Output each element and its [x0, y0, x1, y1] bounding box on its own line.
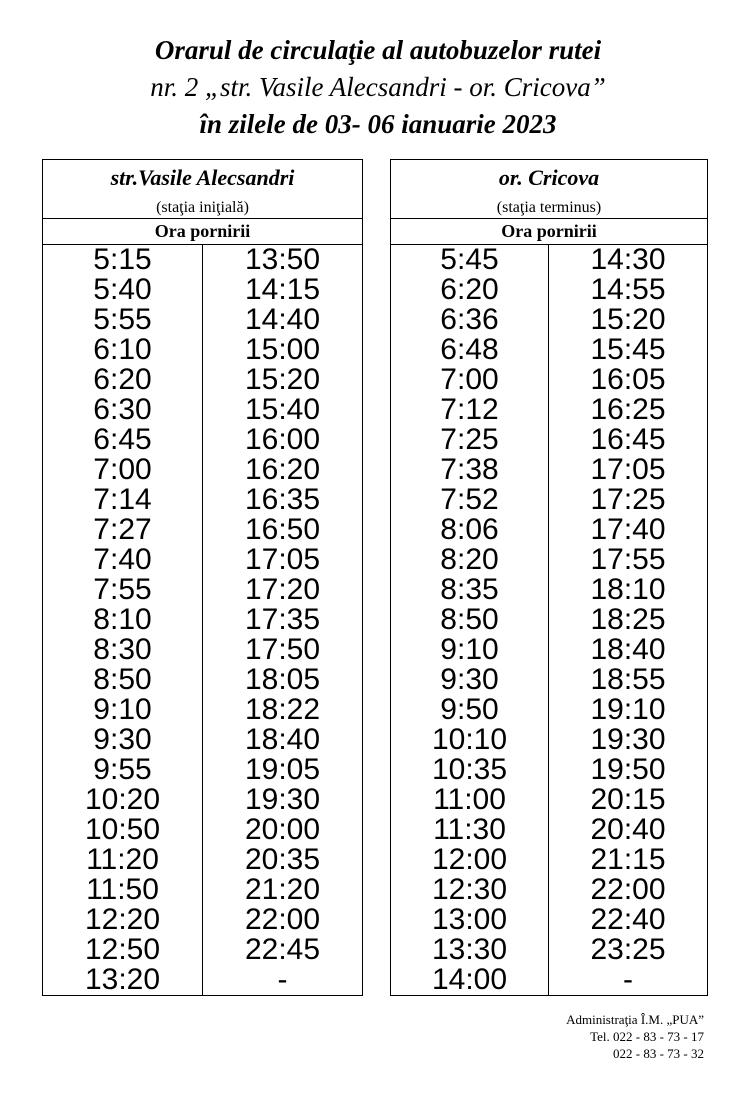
- table-row: [43, 545, 363, 575]
- departure-time: 6:48: [391, 335, 549, 365]
- departure-time: 9:30: [43, 725, 203, 755]
- table-row: [391, 365, 708, 395]
- departure-time: 18:05: [203, 665, 363, 695]
- departure-time: 6:20: [391, 275, 549, 305]
- station-type: (staţia terminus): [496, 199, 602, 216]
- table-row: [391, 815, 708, 845]
- table-row: [43, 575, 363, 605]
- table-row: [43, 905, 363, 935]
- departure-time: 7:14: [43, 485, 203, 515]
- departure-time: 11:30: [391, 815, 549, 845]
- departure-time: 14:40: [203, 305, 363, 335]
- table-row: [43, 605, 363, 635]
- table-row: [391, 635, 708, 665]
- departure-time: 7:55: [43, 575, 203, 605]
- departure-time: 9:30: [391, 665, 549, 695]
- table-row: [43, 245, 363, 276]
- departure-time-header: Ora pornirii: [43, 219, 363, 245]
- departure-time: 14:30: [549, 245, 708, 276]
- table-row: [43, 755, 363, 785]
- departure-time: 13:50: [203, 245, 363, 276]
- departure-time: 15:20: [549, 305, 708, 335]
- departure-time: 8:30: [43, 635, 203, 665]
- table-row: [391, 425, 708, 455]
- table-row: [391, 755, 708, 785]
- table-row: [43, 695, 363, 725]
- table-row: [43, 965, 363, 996]
- departure-time: 17:40: [549, 515, 708, 545]
- table-row: [391, 305, 708, 335]
- table-row: [391, 965, 708, 996]
- table-row: [391, 545, 708, 575]
- departure-time: 12:30: [391, 875, 549, 905]
- table-row: [391, 515, 708, 545]
- departure-time: 7:52: [391, 485, 549, 515]
- departure-time: 7:12: [391, 395, 549, 425]
- departure-time: 22:45: [203, 935, 363, 965]
- table-row: [391, 665, 708, 695]
- departure-time: 22:00: [549, 875, 708, 905]
- table-row: [43, 785, 363, 815]
- table-row: [391, 275, 708, 305]
- departure-time: 16:50: [203, 515, 363, 545]
- departure-time: 18:10: [549, 575, 708, 605]
- table-row: [43, 515, 363, 545]
- departure-time: 5:40: [43, 275, 203, 305]
- departure-time: 11:00: [391, 785, 549, 815]
- departure-time: 8:06: [391, 515, 549, 545]
- departure-time-header: Ora pornirii: [391, 219, 708, 245]
- departure-time: 18:40: [549, 635, 708, 665]
- departure-time: 15:40: [203, 395, 363, 425]
- table-row: [391, 485, 708, 515]
- departure-time: 8:50: [43, 665, 203, 695]
- departure-time: 9:10: [43, 695, 203, 725]
- departure-time: 6:36: [391, 305, 549, 335]
- departure-time: 15:00: [203, 335, 363, 365]
- departure-time: 7:00: [391, 365, 549, 395]
- departure-time: 5:15: [43, 245, 203, 276]
- schedule-table-cricova: [390, 159, 708, 996]
- departure-time: 10:20: [43, 785, 203, 815]
- table-row: [43, 455, 363, 485]
- departure-time: -: [549, 965, 708, 996]
- departure-time: 7:00: [43, 455, 203, 485]
- departure-time: 16:45: [549, 425, 708, 455]
- departure-time: 7:27: [43, 515, 203, 545]
- departure-time: 19:05: [203, 755, 363, 785]
- departure-time: 18:25: [549, 605, 708, 635]
- table-row: [43, 305, 363, 335]
- departure-time: 17:20: [203, 575, 363, 605]
- departure-time: 14:15: [203, 275, 363, 305]
- table-row: [43, 395, 363, 425]
- station-header-alecsandri: [43, 160, 363, 219]
- departure-time: 12:00: [391, 845, 549, 875]
- phone-1: Tel. 022 - 83 - 73 - 17: [590, 1029, 704, 1044]
- departure-time: 9:50: [391, 695, 549, 725]
- departure-time: 20:15: [549, 785, 708, 815]
- table-row: [391, 575, 708, 605]
- station-name: or. Cricova: [498, 165, 600, 190]
- departure-time: 8:35: [391, 575, 549, 605]
- station-header-cricova: [391, 160, 708, 219]
- departure-time: 12:20: [43, 905, 203, 935]
- departure-time: 13:30: [391, 935, 549, 965]
- title-line-3: în zilele de 03- 06 ianuarie 2023: [199, 109, 557, 139]
- table-row: [43, 365, 363, 395]
- departure-time: 10:10: [391, 725, 549, 755]
- departure-time: 9:10: [391, 635, 549, 665]
- departure-time: 11:20: [43, 845, 203, 875]
- departure-time: 15:45: [549, 335, 708, 365]
- table-row: [391, 875, 708, 905]
- departure-time: 13:00: [391, 905, 549, 935]
- table-row: [43, 335, 363, 365]
- departure-time: 22:00: [203, 905, 363, 935]
- departure-time: 19:30: [203, 785, 363, 815]
- departure-time: 19:10: [549, 695, 708, 725]
- table-row: [391, 455, 708, 485]
- departure-time: 21:15: [549, 845, 708, 875]
- departure-time: 10:35: [391, 755, 549, 785]
- departure-time: 9:55: [43, 755, 203, 785]
- departure-time: 18:40: [203, 725, 363, 755]
- departure-time: 7:38: [391, 455, 549, 485]
- table-row: [43, 845, 363, 875]
- departure-time: 7:40: [43, 545, 203, 575]
- departure-time: 16:20: [203, 455, 363, 485]
- table-row: [391, 785, 708, 815]
- table-row: [391, 245, 708, 276]
- departure-time: 15:20: [203, 365, 363, 395]
- footer-contact: [566, 1011, 704, 1062]
- table-row: [43, 875, 363, 905]
- departure-time: 5:45: [391, 245, 549, 276]
- table-row: [391, 335, 708, 365]
- station-type: (staţia iniţială): [156, 199, 249, 216]
- schedule-table-alecsandri: [42, 159, 363, 996]
- table-row: [391, 395, 708, 425]
- departure-time: 21:20: [203, 875, 363, 905]
- departure-time: 23:25: [549, 935, 708, 965]
- departure-time: 6:45: [43, 425, 203, 455]
- table-row: [391, 695, 708, 725]
- departure-time: 17:50: [203, 635, 363, 665]
- table-row: [391, 725, 708, 755]
- departure-time: 17:05: [549, 455, 708, 485]
- table-row: [43, 425, 363, 455]
- table-row: [43, 485, 363, 515]
- departure-time: 19:50: [549, 755, 708, 785]
- departure-time: 20:35: [203, 845, 363, 875]
- departure-time: 13:20: [43, 965, 203, 996]
- departure-time: 16:05: [549, 365, 708, 395]
- table-row: [391, 845, 708, 875]
- departure-time: 16:00: [203, 425, 363, 455]
- table-row: [43, 275, 363, 305]
- station-name: str.Vasile Alecsandri: [110, 165, 295, 190]
- table-row: [43, 815, 363, 845]
- departure-time: 8:10: [43, 605, 203, 635]
- departure-time: 22:40: [549, 905, 708, 935]
- departure-time: 6:20: [43, 365, 203, 395]
- title-line-1: Orarul de circulaţie al autobuzelor rutei: [154, 35, 602, 65]
- departure-time: 5:55: [43, 305, 203, 335]
- departure-time: 8:50: [391, 605, 549, 635]
- table-row: [43, 665, 363, 695]
- table-row: [43, 935, 363, 965]
- departure-time: 14:55: [549, 275, 708, 305]
- departure-time: 20:00: [203, 815, 363, 845]
- departure-time: 16:25: [549, 395, 708, 425]
- table-row: [43, 635, 363, 665]
- departure-time: -: [203, 965, 363, 996]
- departure-time: 19:30: [549, 725, 708, 755]
- table-row: [391, 605, 708, 635]
- departure-time: 16:35: [203, 485, 363, 515]
- departure-time: 18:55: [549, 665, 708, 695]
- departure-time: 6:30: [43, 395, 203, 425]
- departure-time: 11:50: [43, 875, 203, 905]
- departure-time: 6:10: [43, 335, 203, 365]
- administration-label: Administraţia Î.M. „PUA”: [566, 1012, 704, 1027]
- departure-time: 20:40: [549, 815, 708, 845]
- departure-time: 18:22: [203, 695, 363, 725]
- departure-time: 7:25: [391, 425, 549, 455]
- table-row: [391, 935, 708, 965]
- departure-time: 10:50: [43, 815, 203, 845]
- table-row: [391, 905, 708, 935]
- title-line-2: nr. 2 „str. Vasile Alecsandri - or. Cricova”: [150, 72, 606, 102]
- departure-time: 17:55: [549, 545, 708, 575]
- departure-time: 17:25: [549, 485, 708, 515]
- phone-2: 022 - 83 - 73 - 32: [613, 1046, 704, 1061]
- departure-time: 8:20: [391, 545, 549, 575]
- departure-time: 12:50: [43, 935, 203, 965]
- departure-time: 17:35: [203, 605, 363, 635]
- departure-time: 17:05: [203, 545, 363, 575]
- departure-time: 14:00: [391, 965, 549, 996]
- table-row: [43, 725, 363, 755]
